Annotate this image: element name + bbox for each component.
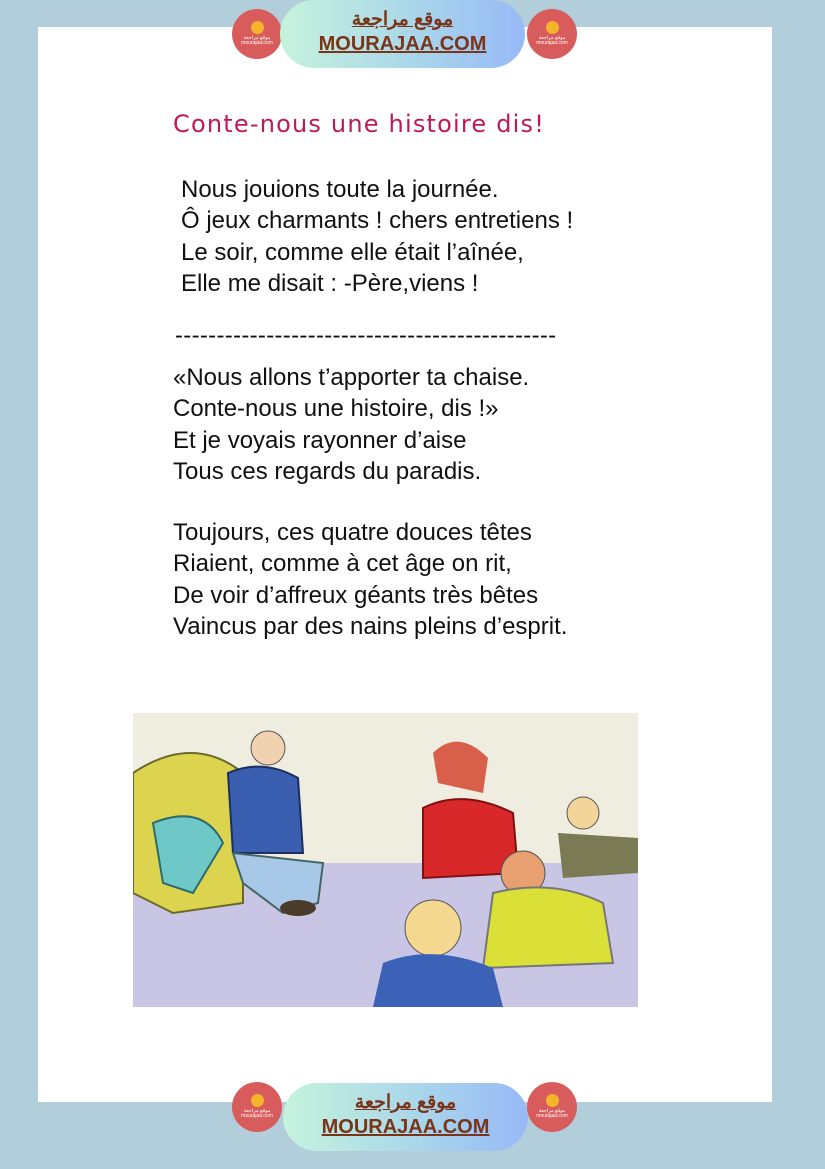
book-icon bbox=[546, 21, 559, 34]
verse-line: Et je voyais rayonner d’aise bbox=[173, 426, 467, 454]
verse-line: Ô jeux charmants ! chers entretiens ! bbox=[181, 207, 574, 235]
header-site-link[interactable]: MOURAJAA.COM bbox=[318, 33, 487, 55]
book-icon bbox=[546, 1094, 559, 1107]
grandfather-head bbox=[251, 731, 285, 765]
verse-line: Riaient, comme à cet âge on rit, bbox=[173, 550, 512, 578]
verse-line: Toujours, ces quatre douces têtes bbox=[173, 519, 532, 546]
badge-caption-ar: موقع مراجعة bbox=[243, 35, 271, 41]
child-head bbox=[405, 900, 461, 956]
shoe bbox=[280, 900, 316, 916]
book-icon bbox=[251, 1094, 264, 1107]
verse-line: Tous ces regards du paradis. bbox=[173, 457, 482, 485]
site-logo-badge-left[interactable] bbox=[232, 9, 282, 59]
separator: ---------------------------------------------- bbox=[175, 322, 557, 349]
verse-line: Conte-nous une histoire, dis !» bbox=[173, 395, 499, 423]
header-arabic: موقع مراجعة bbox=[351, 9, 454, 30]
stanza-3 bbox=[173, 517, 567, 642]
site-logo-badge-left[interactable] bbox=[232, 1082, 282, 1132]
grandfather-body bbox=[228, 767, 303, 853]
badge-caption: mourajaa.com bbox=[536, 1113, 568, 1119]
badge-caption: mourajaa.com bbox=[536, 40, 568, 46]
book-icon bbox=[251, 21, 264, 34]
badge-caption: mourajaa.com bbox=[241, 40, 273, 46]
header-site-banner[interactable] bbox=[280, 0, 525, 68]
child-body bbox=[558, 833, 638, 878]
stanza-1 bbox=[181, 174, 573, 299]
storytelling-illustration bbox=[133, 713, 638, 1007]
stanza-2 bbox=[173, 362, 529, 487]
verse-line: Elle me disait : -Père,viens ! bbox=[181, 269, 479, 297]
verse-line: Vaincus par des nains pleins d’esprit. bbox=[173, 612, 568, 640]
badge-caption-ar: موقع مراجعة bbox=[538, 35, 566, 41]
verse-line: Nous jouions toute la journée. bbox=[181, 176, 499, 203]
badge-caption: mourajaa.com bbox=[241, 1113, 273, 1119]
footer-site-link[interactable]: MOURAJAA.COM bbox=[321, 1116, 490, 1138]
child-head bbox=[567, 797, 599, 829]
site-logo-badge-right[interactable] bbox=[527, 9, 577, 59]
footer-site-banner[interactable] bbox=[283, 1083, 528, 1151]
poem-title: Conte-nous une histoire dis! bbox=[173, 110, 546, 138]
badge-caption-ar: موقع مراجعة bbox=[538, 1108, 566, 1114]
site-logo-badge-right[interactable] bbox=[527, 1082, 577, 1132]
footer-arabic: موقع مراجعة bbox=[354, 1092, 457, 1113]
verse-line: «Nous allons t’apporter ta chaise. bbox=[173, 364, 530, 391]
badge-caption-ar: موقع مراجعة bbox=[243, 1108, 271, 1114]
child-shirt bbox=[483, 887, 613, 968]
verse-line: De voir d’affreux géants très bêtes bbox=[173, 581, 539, 609]
verse-line: Le soir, comme elle était l’aînée, bbox=[181, 238, 524, 266]
